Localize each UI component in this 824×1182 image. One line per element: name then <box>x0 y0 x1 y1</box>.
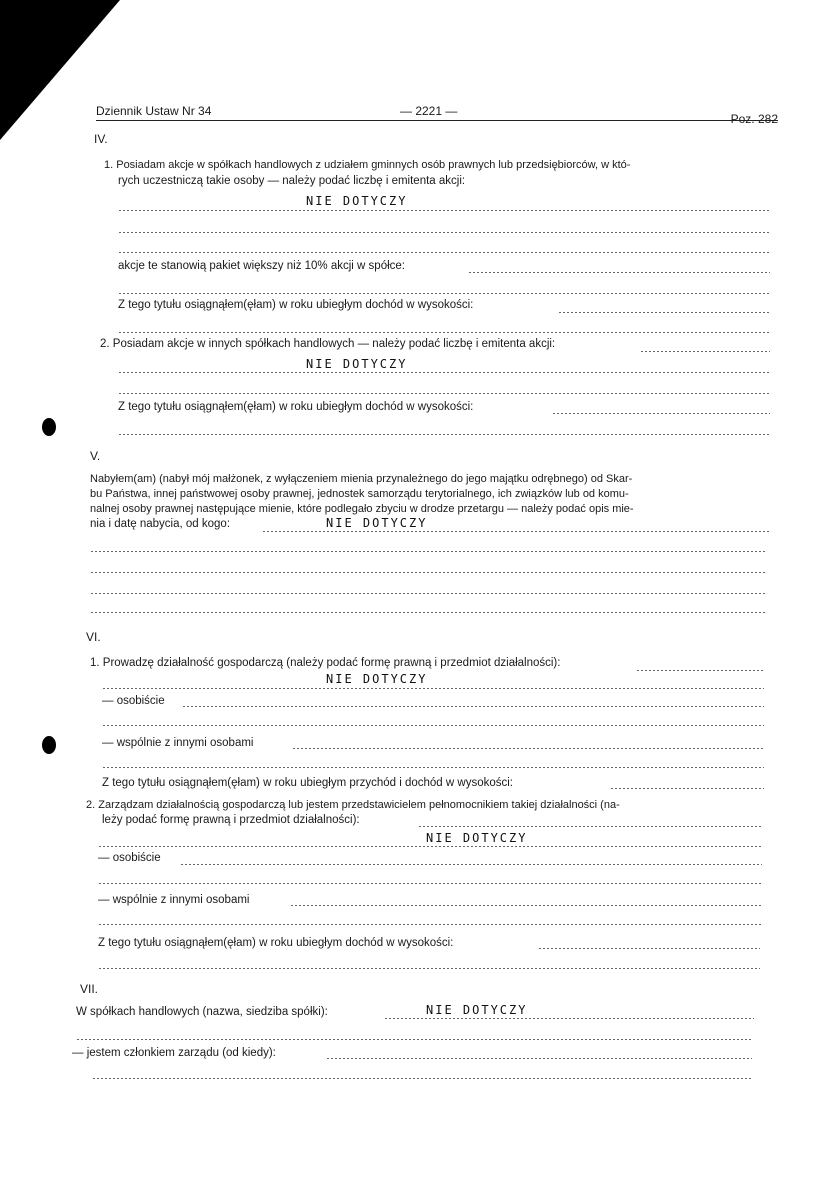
answer-line <box>118 434 770 435</box>
handwritten-answer-iv-2: NIE DOTYCZY <box>306 357 408 371</box>
answer-line <box>552 413 770 414</box>
answer-line <box>118 293 770 294</box>
section-vi-heading: VI. <box>86 630 101 644</box>
section-v-heading: V. <box>90 449 101 463</box>
section-vii-heading: VII. <box>80 982 99 996</box>
answer-line <box>102 688 764 689</box>
answer-line <box>102 767 764 768</box>
section-vi-income2-label: Z tego tytułu osiągnąłem(ęłam) w roku ubiegłym dochód w wysokości: <box>98 937 454 949</box>
answer-line <box>290 905 762 906</box>
answer-line <box>118 393 770 394</box>
section-vii-companies-label: W spółkach handlowych (nazwa, siedziba spółki): <box>76 1006 328 1018</box>
answer-line <box>636 670 764 671</box>
answer-line <box>90 593 766 594</box>
answer-line <box>98 883 762 884</box>
answer-line <box>640 351 770 352</box>
answer-line <box>98 846 762 847</box>
section-v-line4: nia i datę nabycia, od kogo: <box>90 518 231 530</box>
handwritten-answer-vii: NIE DOTYCZY <box>426 1003 528 1017</box>
section-iv-item1-line1: 1. Posiadam akcje w spółkach handlowych z udziałem gminnych osób prawnych lub przedsiębiorców, w któ- <box>104 159 631 171</box>
section-vii-board-label: — jestem członkiem zarządu (od kiedy): <box>72 1047 276 1059</box>
answer-line <box>118 210 770 211</box>
answer-line <box>118 332 770 333</box>
answer-line <box>118 372 770 373</box>
answer-line <box>76 1039 752 1040</box>
journal-title: Dziennik Ustaw Nr 34 <box>96 104 212 118</box>
punch-hole-top <box>42 418 56 436</box>
answer-line <box>98 968 760 969</box>
section-iv-income1-label: Z tego tytułu osiągnąłem(ęłam) w roku ubiegłym dochód w wysokości: <box>118 299 474 311</box>
section-vi-jointly-1: — wspólnie z innymi osobami <box>102 737 254 749</box>
section-iv-item1-line2: rych uczestniczą takie osoby — należy podać liczbę i emitenta akcji: <box>118 175 466 187</box>
answer-line <box>92 1078 752 1079</box>
section-v-line2: bu Państwa, innej państwowej osoby prawnej, jednostek samorządu terytorialnego, ich związków lub od komu- <box>90 488 629 500</box>
answer-line <box>292 748 764 749</box>
answer-line <box>262 531 770 532</box>
answer-line <box>384 1018 754 1019</box>
section-vi-item2-line1: 2. Zarządzam działalnością gospodarczą lub jestem przedstawicielem pełnomocnikiem takiej działalności (na- <box>86 799 620 811</box>
answer-line <box>326 1058 752 1059</box>
page-header <box>96 104 778 126</box>
answer-line <box>538 948 760 949</box>
answer-line <box>90 612 766 613</box>
section-vi-income1-label: Z tego tytułu osiągnąłem(ęłam) w roku ubiegłym przychód i dochód w wysokości: <box>102 777 513 789</box>
answer-line <box>90 551 766 552</box>
section-vi-item1-label: 1. Prowadzę działalność gospodarczą (należy podać formę prawną i przedmiot działalności): <box>90 657 561 669</box>
page-number: — 2221 — <box>400 104 458 118</box>
answer-line <box>90 572 766 573</box>
header-rule <box>96 120 778 121</box>
handwritten-answer-iv-1: NIE DOTYCZY <box>306 194 408 208</box>
section-vi-personally-2: — osobiście <box>98 852 161 864</box>
answer-line <box>182 706 764 707</box>
section-iv-heading: IV. <box>94 132 108 146</box>
handwritten-answer-vi-2: NIE DOTYCZY <box>426 831 528 845</box>
answer-line <box>558 312 770 313</box>
section-vi-jointly-2: — wspólnie z innymi osobami <box>98 894 250 906</box>
answer-line <box>98 924 762 925</box>
handwritten-answer-vi-1: NIE DOTYCZY <box>326 672 428 686</box>
answer-line <box>102 725 764 726</box>
position-number: Poz. 282 <box>730 112 778 126</box>
handwritten-answer-v: NIE DOTYCZY <box>326 516 428 530</box>
answer-line <box>118 252 770 253</box>
answer-line <box>418 826 762 827</box>
section-v-line1: Nabyłem(am) (nabył mój małżonek, z wyłączeniem mienia przynależnego do jego majątku odrębnego) od Skar- <box>90 473 633 485</box>
answer-line <box>180 864 762 865</box>
section-iv-packet-label: akcje te stanowią pakiet większy niż 10% akcji w spółce: <box>118 260 405 272</box>
section-vi-personally-1: — osobiście <box>102 695 165 707</box>
section-iv-item2-label: 2. Posiadam akcje w innych spółkach handlowych — należy podać liczbę i emitenta akcji: <box>100 338 556 350</box>
answer-line <box>468 272 770 273</box>
answer-line <box>118 232 770 233</box>
punch-hole-bottom <box>42 736 56 754</box>
section-vi-item2-line2: leży podać formę prawną i przedmiot działalności): <box>102 814 360 826</box>
section-v-line3: nalnej osoby prawnej następujące mienie, które podlegało zbyciu w drodze przetargu — należy podać opis mie- <box>90 503 634 515</box>
answer-line <box>610 788 764 789</box>
section-iv-income2-label: Z tego tytułu osiągnąłem(ęłam) w roku ubiegłym dochód w wysokości: <box>118 401 474 413</box>
